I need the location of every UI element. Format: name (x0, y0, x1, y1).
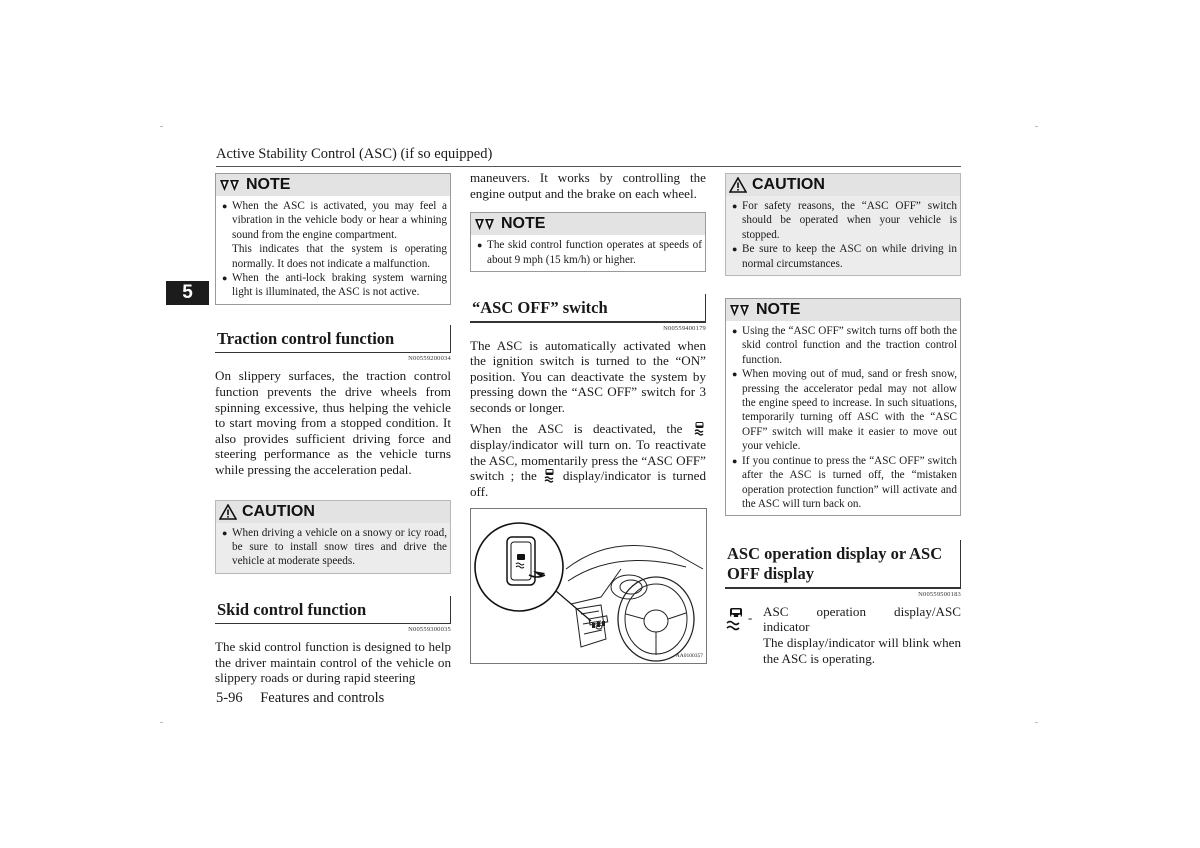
paragraph: ASC operation display/ASC indicator (763, 603, 961, 635)
asc-indicator-icon (543, 468, 556, 483)
asc-indicator-icon (693, 421, 706, 436)
note-text: When moving out of mud, sand or fresh snow, pressing the accelerator pedal may not allow the engine speed to increase. In such situations, temporarily turning off ASC with the “ASC OFF” switch will make it easier to move out your vehicle. (742, 368, 957, 453)
note-icon (729, 303, 751, 318)
paragraph (470, 421, 706, 499)
note-text: Using the “ASC OFF” switch turns off both the skid control function and the traction control function. (742, 325, 957, 366)
warning-triangle-icon (729, 177, 747, 193)
note-text: When the ASC is activated, you may feel a vibration in the vehicle body or hear a whining sound from the engine compartment. (232, 200, 447, 241)
bullet-icon: ● (732, 326, 738, 337)
list-item (730, 242, 957, 271)
note-text: The skid control function operates at speeds of about 9 mph (15 km/h) or higher. (487, 239, 702, 266)
paragraph: The display/indicator will blink when the ASC is operating. (763, 635, 961, 666)
list-item (220, 271, 447, 300)
page-header: Active Stability Control (ASC) (if so equipped) (216, 146, 493, 162)
list-item (730, 454, 957, 512)
skid-section (215, 596, 451, 686)
note-box (725, 298, 961, 516)
indicator-symbol (725, 604, 763, 666)
page-number: 5-96 (216, 690, 243, 706)
note-label: NOTE (756, 301, 801, 319)
note-label: NOTE (246, 176, 291, 193)
dashboard-figure (470, 508, 707, 664)
caution-box (215, 500, 451, 574)
bullet-icon: ● (732, 201, 738, 211)
section-code: N00559400179 (663, 324, 706, 332)
paragraph-part: display/indicator will turn on. To reactivate the ASC, momentarily press the “ASC OFF” switch ; the (470, 437, 706, 484)
bullet-icon: ● (732, 455, 738, 466)
caution-text: When driving a vehicle on a snowy or icy road, be sure to install snow tires and drive the vehicle at moderate speeds. (232, 526, 447, 568)
note-header (726, 299, 960, 321)
section-title: Skid control function (215, 596, 451, 623)
section-rule (470, 321, 706, 323)
crop-mark (1035, 126, 1038, 127)
crop-mark (1035, 722, 1038, 723)
bullet-icon: ● (222, 273, 228, 284)
asc-display-section (725, 540, 961, 666)
paragraph: On slippery surfaces, the traction control function prevents the drive wheels from spinning excessive, thus helping the vehicle to start moving from a stopped condition. It also provides sufficient driving force and steering performance as the vehicle turns while pressing the acceleration pedal. (215, 368, 451, 477)
dash: - (748, 609, 753, 625)
caution-header (216, 501, 450, 523)
caution-label: CAUTION (752, 176, 825, 193)
paragraph-part: display/indicator is turned off. (470, 468, 706, 499)
section-name: Features and controls (260, 690, 385, 706)
note-text: This indicates that the system is operating normally. It does not indicate a malfunction. (232, 243, 447, 270)
section-rule (725, 587, 961, 589)
list-item (730, 324, 957, 367)
list-item (220, 242, 447, 271)
bullet-icon: ● (732, 244, 738, 255)
bullet-icon: ● (732, 369, 738, 380)
list-item (220, 199, 447, 242)
dashboard-illustration (471, 509, 706, 663)
bullet-icon: ● (477, 240, 483, 251)
note-box (215, 173, 451, 305)
note-box (470, 212, 706, 272)
section-code: N00559500183 (918, 590, 961, 598)
section-code: N00559200034 (408, 355, 451, 363)
section-title: ASC operation display or ASC OFF display (725, 540, 961, 587)
note-label: NOTE (501, 215, 546, 233)
crop-mark (160, 722, 163, 723)
caution-label: CAUTION (242, 502, 315, 520)
paragraph: maneuvers. It works by controlling the engine output and the brake on each wheel. (470, 170, 706, 201)
note-header (471, 213, 705, 235)
note-header (216, 174, 450, 196)
indicator-description (763, 604, 961, 666)
note-text: If you continue to press the “ASC OFF” switch after the ASC is turned off, the “mistaken operation protection function” will activate and the ASC will turn back on. (742, 454, 957, 510)
asc-off-switch-section (470, 294, 706, 499)
list-item (730, 367, 957, 453)
indicator-row (725, 604, 961, 666)
figure-code: AA0100357 (675, 653, 703, 659)
note-icon (474, 217, 496, 232)
caution-text: For safety reasons, the “ASC OFF” switch should be operated when your vehicle is stopped. (742, 200, 957, 241)
bullet-icon: ● (222, 527, 228, 538)
bullet-icon: ● (222, 201, 228, 211)
column-2 (470, 170, 706, 499)
section-code: N00559300035 (408, 626, 451, 634)
list-item (475, 238, 702, 267)
paragraph-part: When the ASC is deactivated, the (470, 421, 683, 437)
list-item (220, 526, 447, 569)
note-icon (219, 178, 241, 193)
column-3 (725, 173, 961, 666)
warning-triangle-icon (219, 504, 237, 520)
crop-mark (160, 126, 163, 127)
paragraph: The skid control function is designed to help the driver maintain control of the vehicle on slippery roads or during rapid steering (215, 639, 451, 686)
caution-text: Be sure to keep the ASC on while driving in normal circumstances. (742, 243, 957, 270)
section-title: “ASC OFF” switch (470, 294, 706, 321)
section-title: Traction control function (215, 325, 451, 352)
column-1 (215, 173, 451, 686)
caution-header (726, 174, 960, 196)
list-item (730, 199, 957, 242)
chapter-tab[interactable]: 5 (166, 281, 209, 305)
header-rule (216, 166, 961, 167)
section-rule (215, 352, 451, 354)
traction-section (215, 325, 451, 478)
asc-indicator-icon (725, 606, 747, 632)
note-text: When the anti-lock braking system warning light is illuminated, the ASC is not active. (232, 272, 447, 299)
paragraph: The ASC is automatically activated when the ignition switch is turned to the “ON” position. You can deactivate the system by pressing down the “ASC OFF” switch for 3 seconds or longer. (470, 337, 706, 415)
page-footer (216, 690, 384, 707)
section-rule (215, 623, 451, 625)
caution-box (725, 173, 961, 276)
